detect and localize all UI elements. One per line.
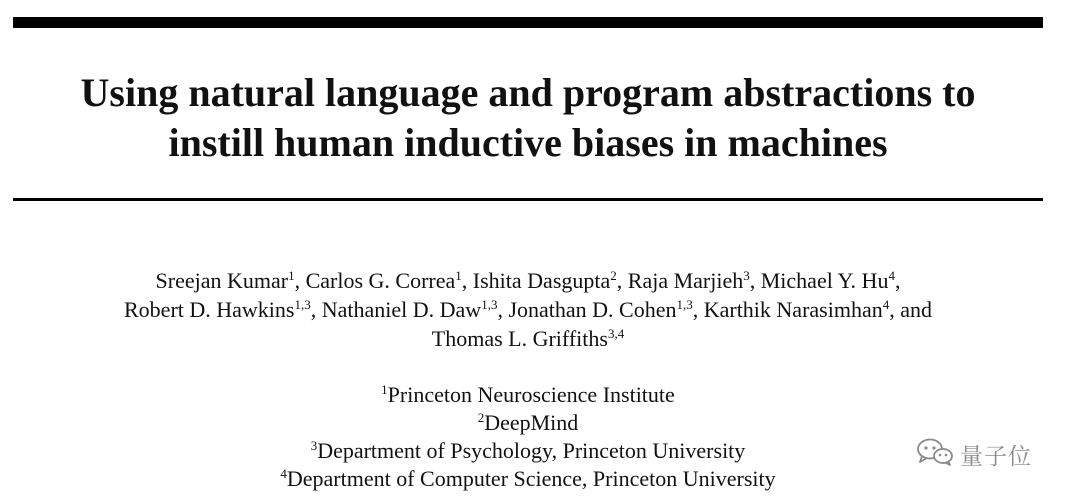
watermark-text: 量子位 — [960, 444, 1032, 470]
author-name: Thomas L. Griffiths — [431, 326, 608, 351]
author-affiliation-marker: 2 — [610, 268, 617, 283]
top-rule — [13, 17, 1043, 28]
author-name: Ishita Dasgupta — [472, 268, 611, 293]
author-name: Michael Y. Hu — [760, 268, 889, 293]
author-separator: , — [894, 268, 901, 293]
author-list — [0, 266, 1056, 353]
author-name: Robert D. Hawkins — [124, 297, 295, 322]
affiliation-name: DeepMind — [484, 410, 579, 435]
affiliation-name: Princeton Neuroscience Institute — [387, 382, 675, 407]
affiliation-marker: 2 — [477, 410, 485, 425]
author-line-1 — [0, 266, 1056, 295]
author-separator: , and — [889, 297, 932, 322]
affiliation-line — [0, 437, 1056, 465]
author-affiliation-marker: 1 — [288, 268, 295, 283]
author-name: Karthik Narasimhan — [703, 297, 883, 322]
author-name: Carlos G. Correa — [305, 268, 456, 293]
author-separator: , — [749, 268, 761, 293]
affiliation-marker: 4 — [280, 466, 287, 481]
author-affiliation-marker: 1,3 — [676, 297, 693, 312]
author-affiliation-marker: 1 — [455, 268, 462, 283]
author-separator: , — [692, 297, 704, 322]
watermark — [916, 437, 1032, 472]
paper-title — [0, 68, 1056, 168]
author-affiliation-marker: 3 — [743, 268, 750, 283]
author-name: Jonathan D. Cohen — [508, 297, 677, 322]
author-name: Sreejan Kumar — [155, 268, 289, 293]
author-name: Raja Marjieh — [627, 268, 744, 293]
title-line-1: Using natural language and program abstractions to — [80, 70, 976, 115]
affiliation-line — [0, 381, 1056, 409]
affiliation-marker: 3 — [310, 438, 318, 453]
author-separator: , — [294, 268, 306, 293]
affiliation-list — [0, 381, 1056, 493]
bottom-rule — [13, 198, 1043, 201]
author-separator: , — [461, 268, 473, 293]
author-affiliation-marker: 1,3 — [481, 297, 498, 312]
author-separator: , — [497, 297, 509, 322]
author-line-2 — [0, 295, 1056, 324]
author-affiliation-marker: 3,4 — [607, 326, 625, 341]
title-line-2: instill human inductive biases in machines — [168, 120, 888, 165]
author-affiliation-marker: 4 — [888, 268, 895, 283]
affiliation-line — [0, 409, 1056, 437]
wechat-icon — [916, 437, 954, 472]
author-line-3 — [0, 324, 1056, 353]
affiliation-line — [0, 465, 1056, 493]
author-name: Nathaniel D. Daw — [321, 297, 482, 322]
affiliation-name: Department of Psychology, Princeton University — [317, 438, 746, 463]
author-separator: , — [310, 297, 322, 322]
affiliation-name: Department of Computer Science, Princeton University — [286, 466, 776, 491]
author-separator: , — [616, 268, 628, 293]
affiliation-marker: 1 — [381, 382, 388, 397]
author-affiliation-marker: 1,3 — [294, 297, 311, 312]
author-affiliation-marker: 4 — [882, 297, 890, 312]
